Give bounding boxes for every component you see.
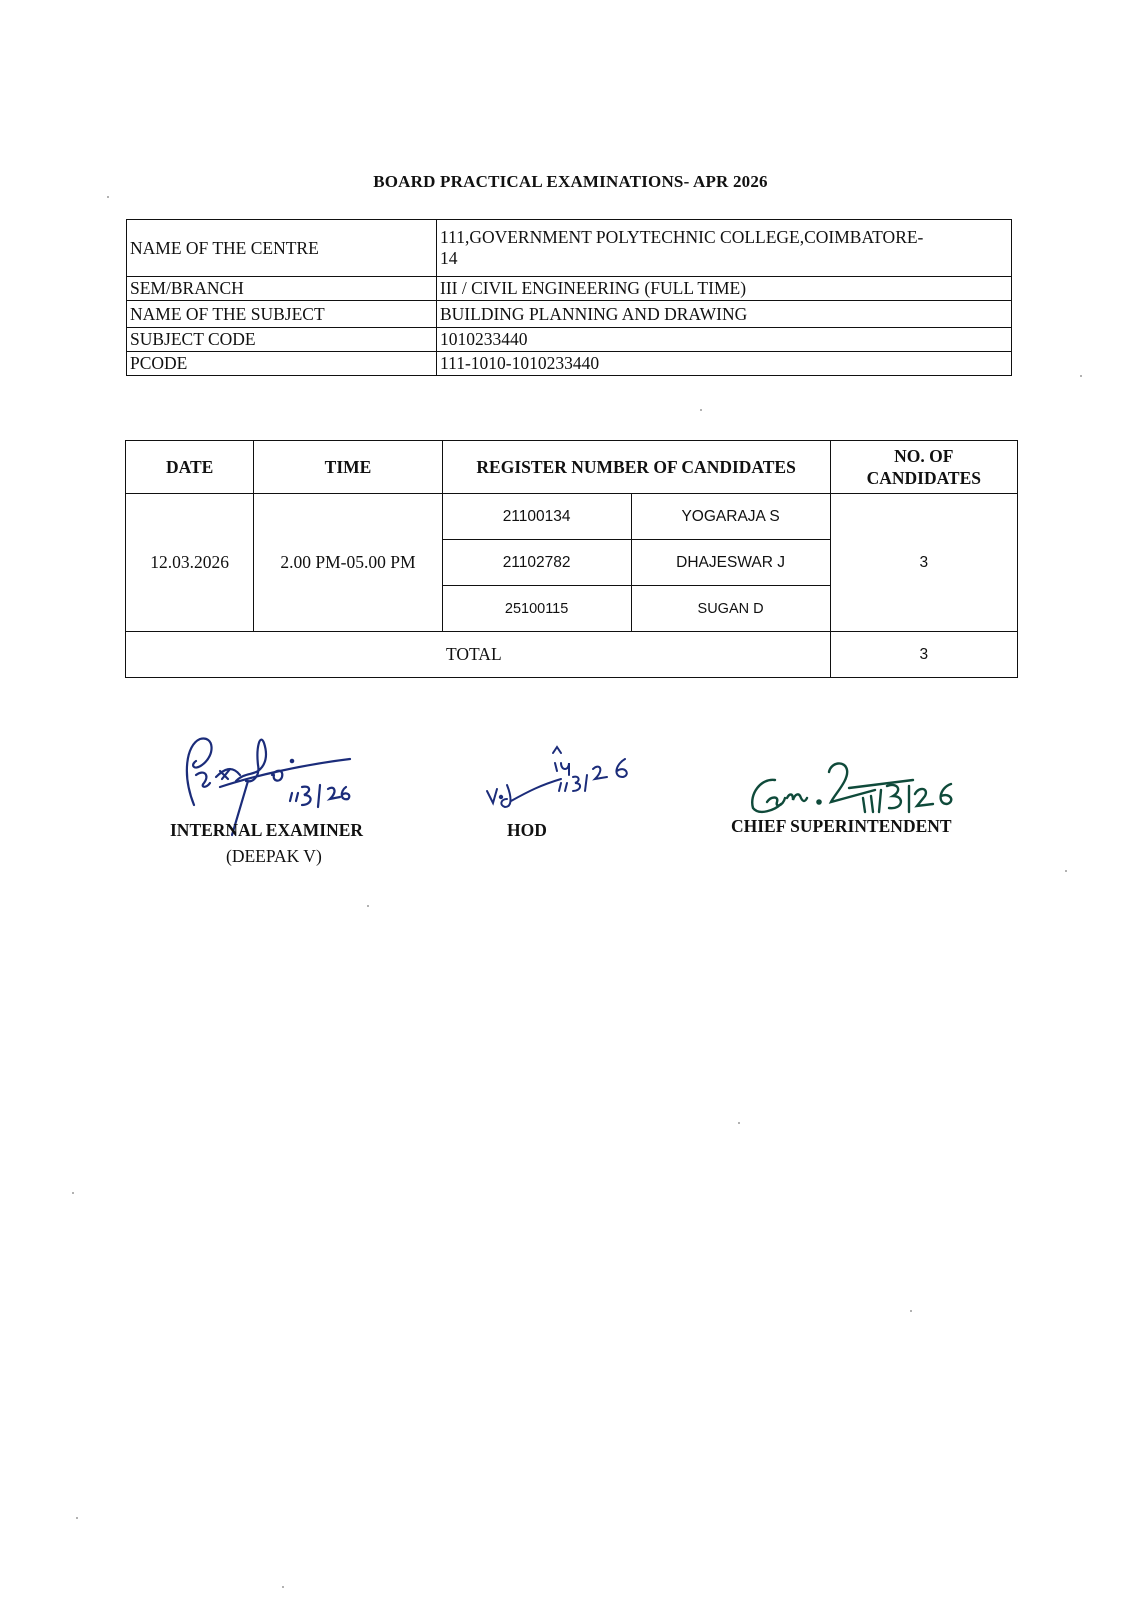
info-value: 111-1010-1010233440 <box>437 352 1012 376</box>
total-row <box>126 632 1018 678</box>
info-label: SEM/BRANCH <box>127 277 437 301</box>
register-number: 25100115 <box>442 586 631 632</box>
info-label: NAME OF THE SUBJECT <box>127 301 437 328</box>
scan-speck <box>76 1517 78 1519</box>
info-value: BUILDING PLANNING AND DRAWING <box>437 301 1012 328</box>
register-number: 21100134 <box>442 494 631 540</box>
info-label: PCODE <box>127 352 437 376</box>
info-value <box>437 220 1012 277</box>
candidate-name: YOGARAJA S <box>631 494 830 540</box>
candidate-count: 3 <box>830 494 1017 632</box>
internal-examiner-signature-icon <box>180 725 360 825</box>
total-label: TOTAL <box>126 632 831 678</box>
hod-label: HOD <box>507 820 547 840</box>
info-row-centre <box>127 220 1012 277</box>
chief-superintendent-label: CHIEF SUPERINTENDENT <box>731 816 952 836</box>
scan-speck <box>700 409 702 411</box>
info-row-sem-branch <box>127 277 1012 301</box>
exam-info-table <box>126 219 1012 376</box>
info-row-pcode <box>127 352 1012 376</box>
scan-speck <box>72 1192 74 1194</box>
chief-superintendent-signature-icon <box>745 750 965 825</box>
document-title: BOARD PRACTICAL EXAMINATIONS- APR 2026 <box>373 172 768 191</box>
register-number: 21102782 <box>442 540 631 586</box>
header-time: TIME <box>254 441 442 494</box>
header-date: DATE <box>126 441 254 494</box>
exam-date: 12.03.2026 <box>126 494 254 632</box>
scan-speck <box>738 1122 740 1124</box>
candidates-header-row <box>126 441 1018 494</box>
header-register-number: REGISTER NUMBER OF CANDIDATES <box>442 441 830 494</box>
exam-time: 2.00 PM-05.00 PM <box>254 494 442 632</box>
scan-speck <box>107 196 109 198</box>
scan-speck <box>282 1586 284 1588</box>
table-row <box>126 494 1018 540</box>
info-label: NAME OF THE CENTRE <box>127 220 437 277</box>
info-value: 1010233440 <box>437 328 1012 352</box>
info-value: III / CIVIL ENGINEERING (FULL TIME) <box>437 277 1012 301</box>
info-row-subject-code <box>127 328 1012 352</box>
centre-name-line2: 14 <box>440 248 458 268</box>
info-row-subject <box>127 301 1012 328</box>
candidate-name: DHAJESWAR J <box>631 540 830 586</box>
header-no-of-candidates <box>830 441 1017 494</box>
candidates-table <box>125 440 1018 678</box>
scan-speck <box>1080 375 1082 377</box>
info-label: SUBJECT CODE <box>127 328 437 352</box>
scan-speck <box>367 905 369 907</box>
scan-speck <box>1065 870 1067 872</box>
total-value: 3 <box>830 632 1017 678</box>
header-count-line2: CANDIDATES <box>866 468 982 488</box>
candidate-name: SUGAN D <box>631 586 830 632</box>
internal-examiner-name: (DEEPAK V) <box>226 846 322 866</box>
hod-signature-icon <box>485 745 665 815</box>
header-count-line1: NO. OF <box>894 446 954 466</box>
scan-speck <box>910 1310 912 1312</box>
internal-examiner-label: INTERNAL EXAMINER <box>170 820 364 840</box>
centre-name-line1: 111,GOVERNMENT POLYTECHNIC COLLEGE,COIMBATORE- <box>440 227 924 247</box>
